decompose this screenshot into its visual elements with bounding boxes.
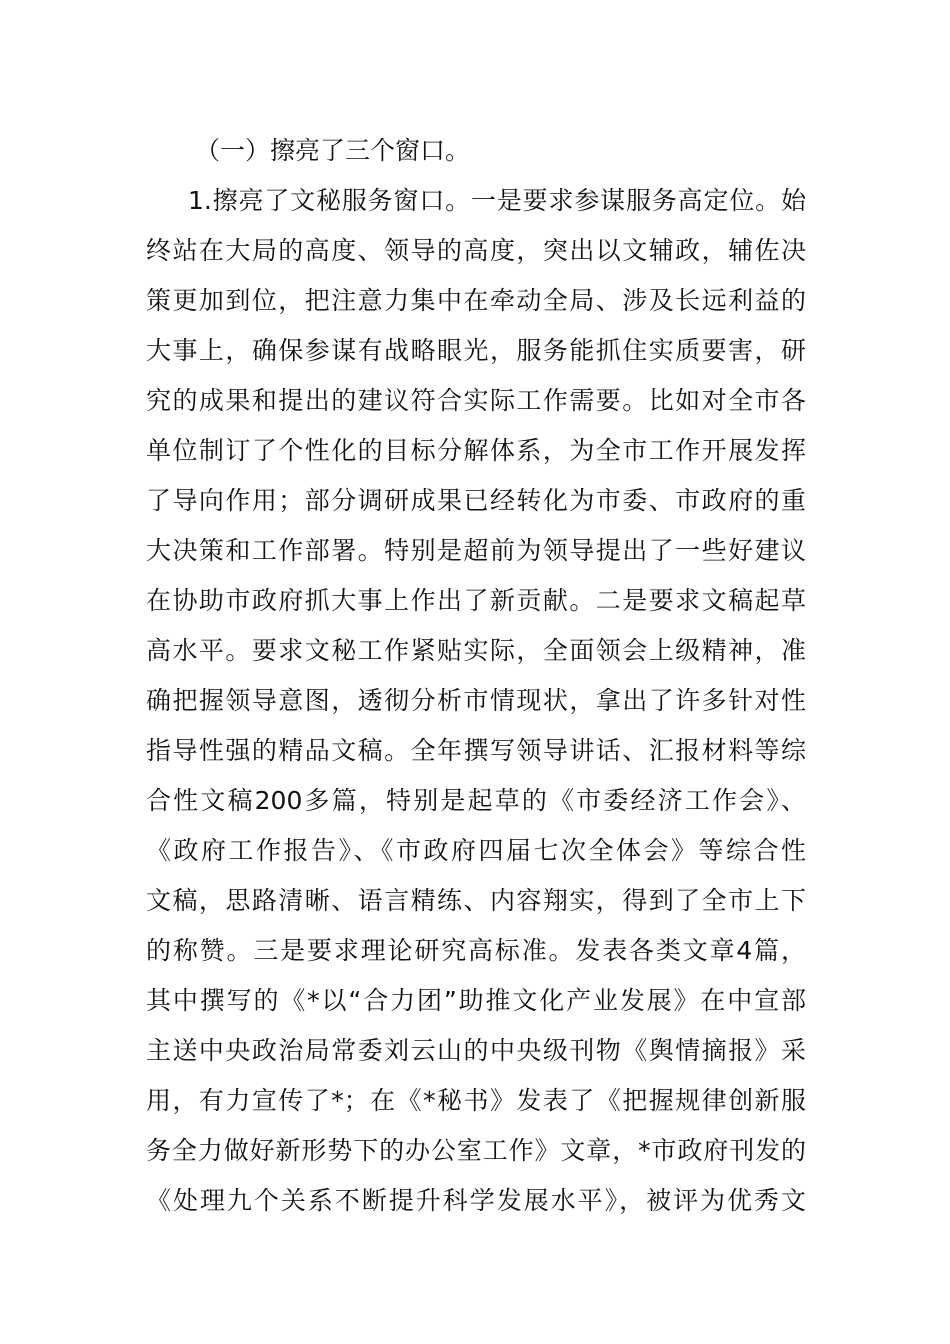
paragraph-line: 主送中央政治局常委刘云山的中央级刊物《舆情摘报》采 bbox=[146, 1036, 806, 1065]
paragraph-line: 确把握领导意图，透彻分析市情现状，拿出了许多针对性 bbox=[146, 686, 806, 715]
paragraph-line: 究的成果和提出的建议符合实际工作需要。比如对全市各 bbox=[146, 386, 806, 415]
paragraph-line: 策更加到位，把注意力集中在牵动全局、涉及长远利益的 bbox=[146, 286, 806, 315]
paragraph-line: 《处理九个关系不断提升科学发展水平》，被评为优秀文 bbox=[146, 1186, 806, 1215]
paragraph-line: 用，有力宣传了*；在《*秘书》发表了《把握规律创新服 bbox=[146, 1086, 806, 1115]
paragraph-line: 文稿，思路清晰、语言精练、内容翔实，得到了全市上下 bbox=[146, 886, 806, 915]
paragraph-line: 合性文稿200多篇，特别是起草的《市委经济工作会》、 bbox=[146, 786, 806, 815]
paragraph-line: 务全力做好新形势下的办公室工作》文章，*市政府刊发的 bbox=[146, 1136, 806, 1165]
paragraph-line: 大事上，确保参谋有战略眼光，服务能抓住实质要害，研 bbox=[146, 336, 806, 365]
paragraph-line: 其中撰写的《*以“合力团”助推文化产业发展》在中宣部 bbox=[146, 986, 806, 1015]
paragraph-line: 了导向作用；部分调研成果已经转化为市委、市政府的重 bbox=[146, 486, 806, 515]
paragraph-line: 在协助市政府抓大事上作出了新贡献。二是要求文稿起草 bbox=[146, 586, 806, 615]
paragraph-line: 《政府工作报告》、《市政府四届七次全体会》等综合性 bbox=[146, 836, 806, 865]
paragraph-line: 指导性强的精品文稿。全年撰写领导讲话、汇报材料等综 bbox=[146, 736, 806, 765]
paragraph-line: 终站在大局的高度、领导的高度，突出以文辅政，辅佐决 bbox=[146, 236, 806, 265]
paragraph-line: 高水平。要求文秘工作紧贴实际，全面领会上级精神，准 bbox=[146, 636, 806, 665]
section-heading: （一）擦亮了三个窗口。 bbox=[195, 136, 471, 165]
paragraph-line: 1.擦亮了文秘服务窗口。一是要求参谋服务高定位。始 bbox=[188, 186, 806, 215]
paragraph-line: 大决策和工作部署。特别是超前为领导提出了一些好建议 bbox=[146, 536, 806, 565]
paragraph-line: 的称赞。三是要求理论研究高标准。发表各类文章4篇， bbox=[146, 936, 806, 965]
paragraph-line: 单位制订了个性化的目标分解体系，为全市工作开展发挥 bbox=[146, 436, 806, 465]
